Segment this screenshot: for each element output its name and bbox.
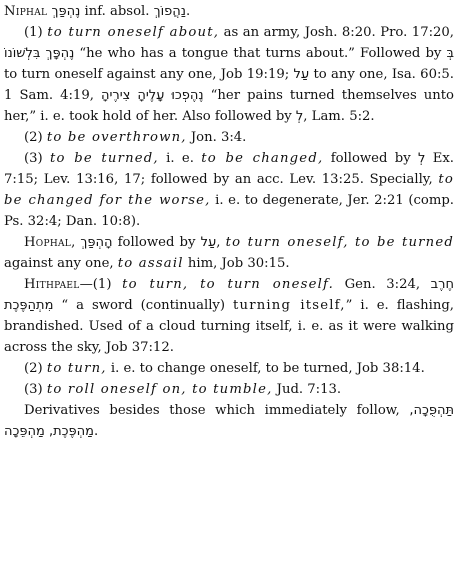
text-run: . xyxy=(185,4,191,19)
text-run: , xyxy=(216,235,226,250)
hebrew-word: עַל xyxy=(293,67,310,82)
text-run: . xyxy=(93,424,99,439)
hebrew-phrase: תַּהְפֻּכָה, מַהְפֶּכֶת, מַהְפֵּכָה xyxy=(4,403,454,439)
text-run: “he who has a tongue that turns about.” Followed by xyxy=(74,46,447,61)
hebrew-phrase: חֶרֶב מִתְהַפֶּכֶת xyxy=(4,277,455,313)
spaced-text: turning itself, xyxy=(233,298,346,313)
text-run: (2) xyxy=(24,361,47,376)
hebrew-word: בְּ xyxy=(446,46,455,61)
hebrew-word: נַהֲפוֹךְ xyxy=(153,4,186,19)
text-run: against any one, xyxy=(4,256,118,271)
gloss: to be turned, xyxy=(50,151,159,166)
sense-3 xyxy=(4,148,454,232)
text-run: (3) xyxy=(24,382,47,397)
text-run: Ex. 7:15; Lev. 13:16, 17; followed by an acc. Lev. 13:25. Specially, xyxy=(4,151,455,187)
hebrew-phrase: נֶהֶפְכוּ עָלֶיהָ צִירֶיהָ xyxy=(100,88,204,103)
sense-3-hithpael xyxy=(4,379,454,400)
text-run: , xyxy=(71,235,81,250)
text-run: (3) xyxy=(24,151,51,166)
stem-label: Hophal xyxy=(24,235,72,250)
text-run: (2) xyxy=(24,130,47,145)
sense-2-hithpael xyxy=(4,358,454,379)
hebrew-phrase: נֶהְפָּךְ בִּלְשׁוֹנוֹ xyxy=(4,46,75,61)
entry-niphal xyxy=(4,1,454,22)
text-run: i. e. to degenerate, Jer. 2:21 (comp. Ps. 32:4; Dan. 10:8). xyxy=(4,193,454,229)
derivatives xyxy=(4,400,454,442)
text-run: Derivatives besides those which immediately follow, xyxy=(24,403,410,418)
hebrew-word: לְ xyxy=(418,151,426,166)
hebrew-word: הָהְפַּךְ xyxy=(80,235,113,250)
text-run: Jon. 3:4. xyxy=(186,130,247,145)
gloss: to be changed for the worse, xyxy=(4,172,454,208)
sense-2 xyxy=(4,127,454,148)
text-run: followed by xyxy=(323,151,419,166)
text-run: inf. absol. xyxy=(80,4,154,19)
gloss: to be changed, xyxy=(201,151,324,166)
gloss: to turn oneself, to be turned xyxy=(225,235,455,250)
text-run: —(1) xyxy=(79,277,123,292)
text-run: “her pains turned themselves unto her,” i. e. took hold of her. Also followed by xyxy=(4,88,454,124)
text-run: him, Job 30:15. xyxy=(183,256,290,271)
gloss: to turn, xyxy=(46,361,107,376)
text-run: as an army, Josh. 8:20. Pro. 17:20, xyxy=(219,25,454,40)
entry-hithpael xyxy=(4,274,454,358)
hebrew-word: עַל xyxy=(200,235,217,250)
text-run: i. e. xyxy=(158,151,202,166)
text-run: (1) xyxy=(24,25,48,40)
stem-label: Niphal xyxy=(4,4,48,19)
text-run: , Lam. 5:2. xyxy=(303,109,375,124)
entry-hophal xyxy=(4,232,454,274)
text-run: “ a sword (continually) xyxy=(53,298,233,313)
text-run: to any one, Isa. 60:5. 1 Sam. 4:19, xyxy=(4,67,454,103)
gloss: to turn oneself about, xyxy=(47,25,220,40)
sense-1 xyxy=(4,22,454,127)
text-run: Jud. 7:13. xyxy=(272,382,342,397)
text-run: followed by xyxy=(112,235,201,250)
stem-label: Hithpael xyxy=(24,277,80,292)
gloss: to roll oneself on, to tumble, xyxy=(46,382,273,397)
text-run: i. e. to change oneself, to be turned, Job 38:14. xyxy=(106,361,425,376)
gloss: to assail xyxy=(117,256,184,271)
hebrew-word: לְ xyxy=(295,109,304,124)
gloss: to turn, to turn oneself. xyxy=(122,277,334,292)
hebrew-word: נֶהְפַּךְ xyxy=(51,4,81,19)
text-run: Gen. 3:24, xyxy=(334,277,431,292)
text-run: ” i. e. flashing, brandished. Used of a cloud turning itself, i. e. as it were walking across the sky, Job 37:12. xyxy=(4,298,454,355)
text-run: to turn oneself against any one, Job 19:19; xyxy=(4,67,294,82)
gloss: to be overthrown, xyxy=(46,130,187,145)
